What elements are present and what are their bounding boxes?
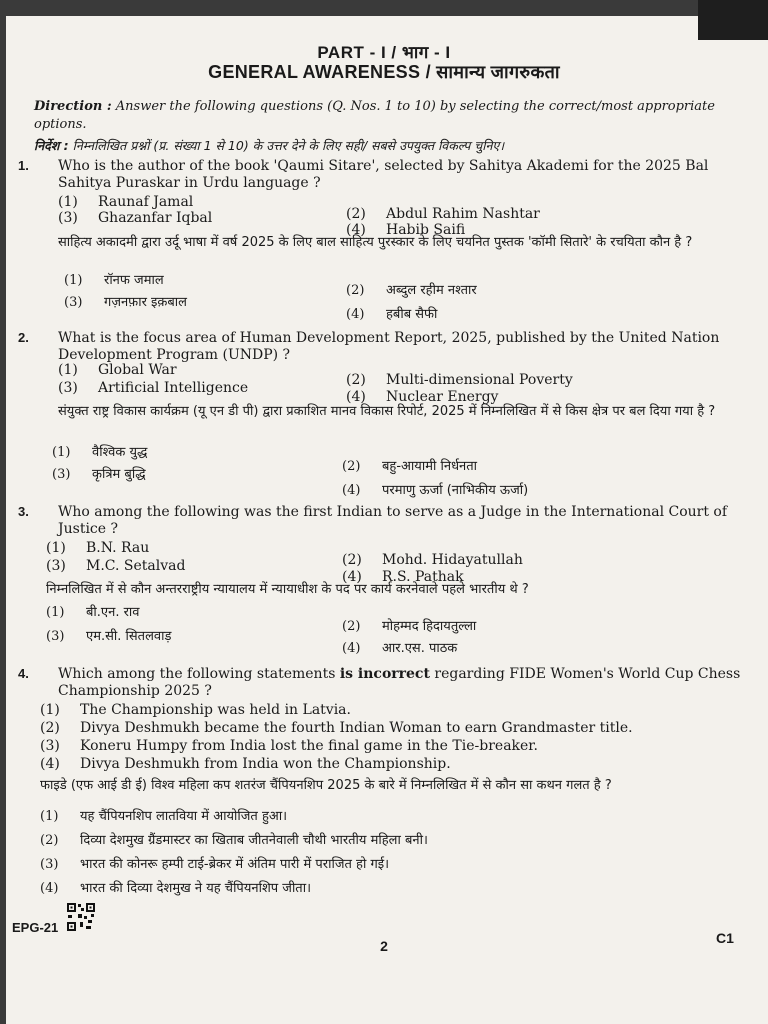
q3-option-2-en: (2) Mohd. Hidayatullah — [342, 552, 523, 568]
q4-option-4-hi: (4) भारत की दिव्या देशमुख ने यह चैंपियनशिप जीता। — [40, 881, 312, 896]
section-heading: GENERAL AWARENESS / सामान्य जागरुकता — [208, 62, 560, 82]
set-code: C1 — [716, 930, 734, 946]
direction-hindi — [34, 137, 746, 154]
background-corner — [698, 0, 768, 40]
q4-option-2-hi: (2) दिव्या देशमुख ग्रैंडमास्टर का खिताब जीतनेवाली चौथी भारतीय महिला बनी। — [40, 833, 428, 848]
question-number: 2. — [18, 330, 29, 345]
q1-option-3-en: (3) Ghazanfar Iqbal — [58, 210, 213, 226]
page-number: 2 — [380, 938, 388, 954]
question-number: 3. — [18, 504, 29, 519]
q2-option-4-en: (4) Nuclear Energy — [346, 389, 499, 405]
q1-option-4-hi: (4) हबीब सैफी — [346, 307, 438, 322]
question-text-hi: निम्नलिखित में से कौन अन्तरराष्ट्रीय न्यायालय में न्यायाधीश के पद पर कार्य करनेवाले पहले भारतीय थे ? — [46, 582, 529, 597]
direction-english — [34, 98, 746, 134]
q4-option-3-en: (3) Koneru Humpy from India lost the final game in the Tie-breaker. — [40, 738, 538, 754]
q2-option-3-en: (3) Artificial Intelligence — [58, 380, 249, 396]
q1-option-4-en: (4) Habib Saifi — [346, 222, 466, 238]
q3-option-3-en: (3) M.C. Setalvad — [46, 558, 186, 574]
q3-option-4-en: (4) R.S. Pathak — [342, 569, 464, 585]
q4-option-4-en: (4) Divya Deshmukh from India won the Championship. — [40, 756, 451, 772]
direction-text: Answer the following questions (Q. Nos. 1 to 10) by selecting the correct/most appropriate options. — [34, 99, 715, 132]
qr-code-icon — [66, 902, 96, 932]
q3-option-4-hi: (4) आर.एस. पाठक — [342, 641, 458, 656]
q1-option-1-hi: (1) रॉनफ जमाल — [64, 273, 164, 288]
direction-label: Direction : — [34, 99, 112, 114]
q2-option-2-hi: (2) बहु-आयामी निर्धनता — [342, 459, 478, 474]
q4-option-1-hi: (1) यह चैंपियनशिप लातविया में आयोजित हुआ। — [40, 809, 288, 824]
question-text-hi: फाइडे (एफ आई डी ई) विश्व महिला कप शतरंज चैंपियनशिप 2025 के बारे में निम्नलिखित में से कौन सा कथन गलत है ? — [40, 778, 612, 793]
q3-option-1-hi: (1) बी.एन. राव — [46, 605, 140, 620]
paper-code: EPG-21 — [12, 920, 59, 935]
q1-option-2-hi: (2) अब्दुल रहीम नश्तार — [346, 283, 477, 298]
direction-text-hi: निम्नलिखित प्रश्नों (प्र. संख्या 1 से 10) के उत्तर देने के लिए सही/ सबसे उपयुक्त विकल्प चुनिए। — [72, 138, 505, 153]
q1-option-3-hi: (3) गज़नफ़ार इक़बाल — [64, 295, 187, 310]
question-text-en: Who is the author of the book 'Qaumi Sitare', selected by Sahitya Akademi for the 2025 Bal Sahitya Puraskar in Urdu language ? — [58, 158, 709, 191]
q4-option-3-hi: (3) भारत की कोनरू हम्पी टाई-ब्रेकर में अंतिम पारी में पराजित हो गई। — [40, 857, 390, 872]
q3-option-2-hi: (2) मोहम्मद हिदायतुल्ला — [342, 619, 477, 634]
q2-option-2-en: (2) Multi-dimensional Poverty — [346, 372, 573, 388]
question-text-hi: साहित्य अकादमी द्वारा उर्दू भाषा में वर्ष 2025 के लिए बाल साहित्य पुरस्कार के लिए चयनित पुस्तक 'कॉमी सितारे' के रचयिता कौन है ? — [58, 235, 693, 250]
direction-label-hi: निर्देश : — [34, 138, 69, 153]
q2-option-1-hi: (1) वैश्विक युद्ध — [52, 445, 148, 460]
question-number: 4. — [18, 666, 29, 681]
question-text-en: What is the focus area of Human Development Report, 2025, published by the United Nation Development Program (UNDP) ? — [58, 330, 720, 363]
q4-option-2-en: (2) Divya Deshmukh became the fourth Indian Woman to earn Grandmaster title. — [40, 720, 633, 736]
q3-option-3-hi: (3) एम.सी. सितलवाड़ — [46, 629, 172, 644]
q2-option-4-hi: (4) परमाणु ऊर्जा (नाभिकीय ऊर्जा) — [342, 483, 529, 498]
part-heading: PART - I / भाग - I — [317, 43, 451, 62]
emphasis-incorrect: is incorrect — [339, 666, 430, 682]
q1-option-2-en: (2) Abdul Rahim Nashtar — [346, 206, 540, 222]
q3-option-1-en: (1) B.N. Rau — [46, 540, 150, 556]
q2-option-1-en: (1) Global War — [58, 362, 177, 378]
q4-option-1-en: (1) The Championship was held in Latvia. — [40, 702, 351, 718]
question-text-en: Who among the following was the first Indian to serve as a Judge in the International Court of Justice ? — [58, 504, 728, 537]
q2-option-3-hi: (3) कृत्रिम बुद्धि — [52, 467, 146, 482]
question-number: 1. — [18, 158, 29, 173]
question-text-hi: संयुक्त राष्ट्र विकास कार्यक्रम (यू एन डी पी) द्वारा प्रकाशित मानव विकास रिपोर्ट, 2025 में निम्नलिखित में से किस क्षेत्र पर बल दिया गया है ? — [58, 404, 716, 419]
question-text-en: Which among the following statements is incorrect regarding FIDE Women's World Cup Chess Championship 2025 ? — [58, 666, 741, 699]
q1-option-1-en: (1) Raunaf Jamal — [58, 194, 194, 210]
